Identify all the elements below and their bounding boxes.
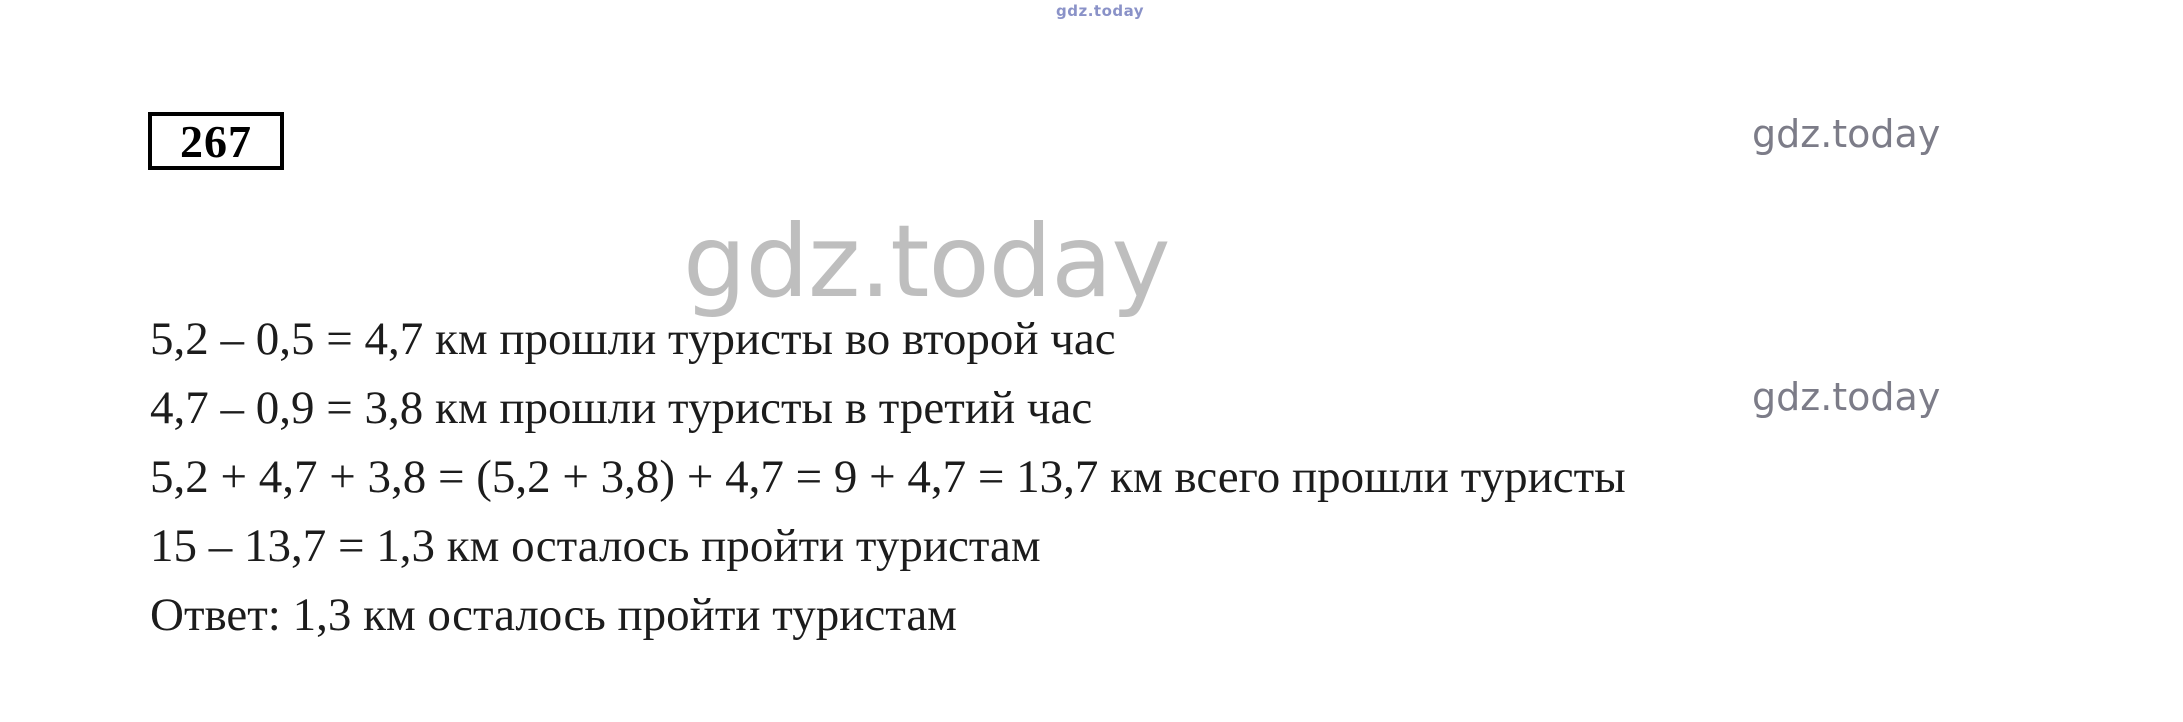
solution-line: 5,2 + 4,7 + 3,8 = (5,2 + 3,8) + 4,7 = 9 + 4,7 = 13,7 км всего прошли туристы <box>150 451 1626 503</box>
solution-answer-line: Ответ: 1,3 км осталось пройти туристам <box>150 589 957 641</box>
solution-line: 15 – 13,7 = 1,3 км осталось пройти туристам <box>150 520 1041 572</box>
solution-line: 5,2 – 0,5 = 4,7 км прошли туристы во второй час <box>150 313 1116 365</box>
solution-line: 4,7 – 0,9 = 3,8 км прошли туристы в третий час <box>150 382 1093 434</box>
watermark-top: gdz.today <box>1056 2 1145 20</box>
watermark-center: gdz.today <box>683 203 1170 320</box>
watermark-right-upper: gdz.today <box>1752 112 1941 156</box>
task-number-box: 267 <box>148 112 284 170</box>
solution-body <box>150 305 2050 650</box>
watermark-right-lower: gdz.today <box>1752 375 1941 419</box>
